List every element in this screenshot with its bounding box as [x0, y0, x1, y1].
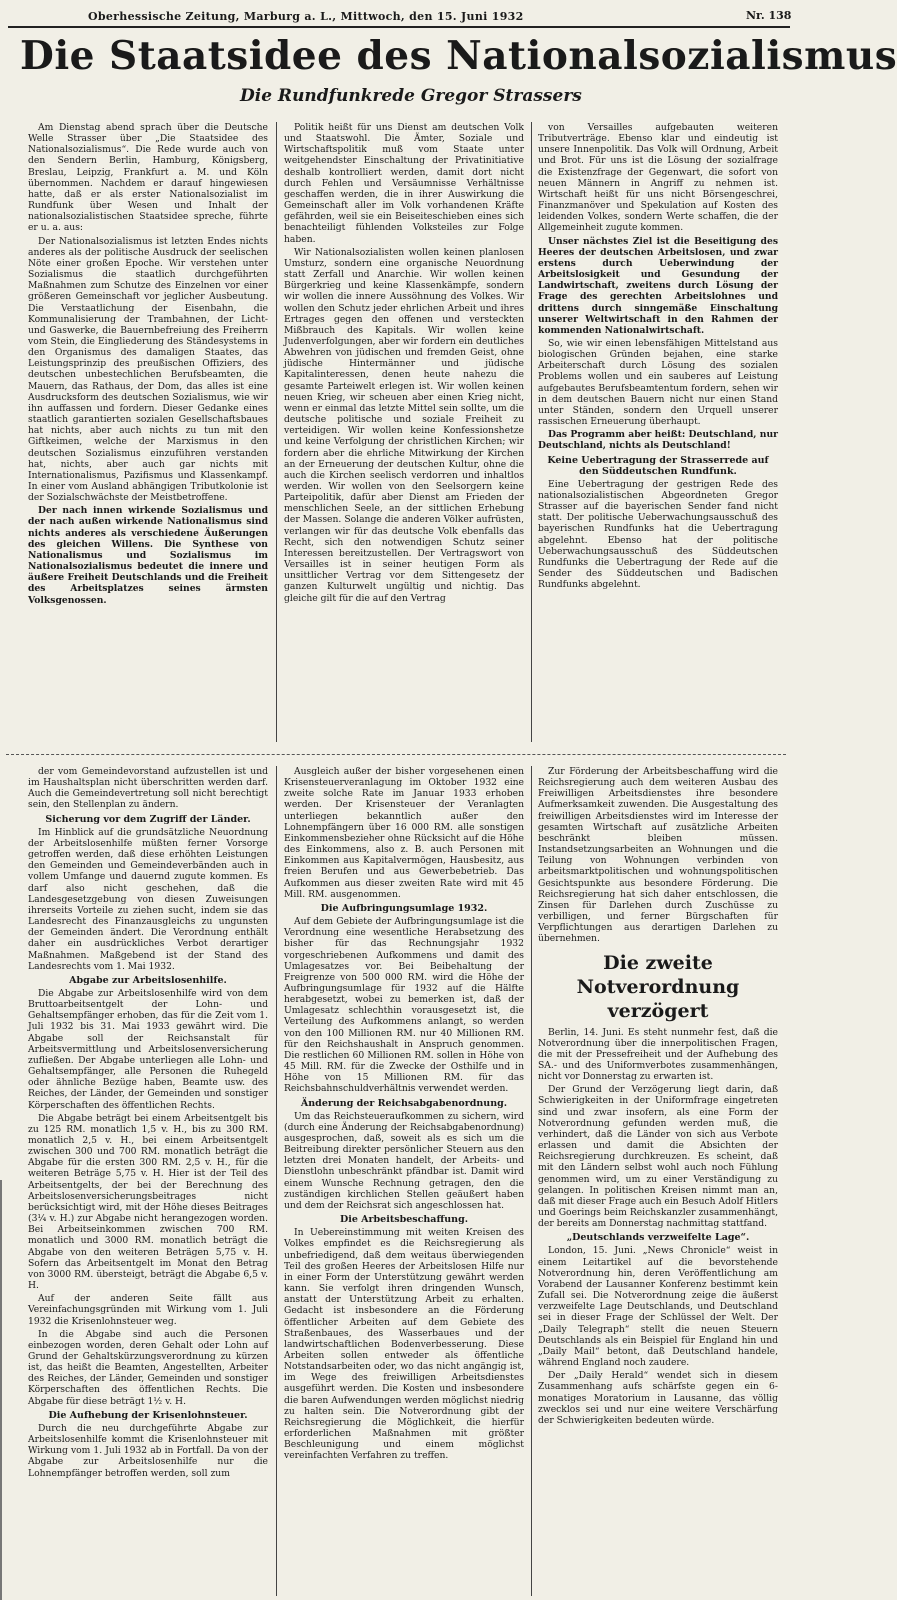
paragraph: Im Hinblick auf die grundsätzliche Neuordnung der Arbeitslosenhilfe müßten ferner Vorsorge getroffen werden, daß diese erhöhten Leistungen den Gemeinden und Gemeindeverbänden auch in vollem Umfange und dauernd zugute kommen. Es darf also nicht geschehen, daß die Landesgesetzgebung von diesen Zuweisungen ihrerseits Vorteile zu ziehen sucht, indem sie das Landesrecht des Finanzausgleichs zu ungunsten der Gemeinden ändert. Die Verordnung enthält daher ein ausdrückliches Verbot derartiger Maßnahmen. Maßgebend ist der Stand des Landesrechts vom 1. Mai 1932. — [28, 826, 268, 972]
paragraph: Politik heißt für uns Dienst am deutschen Volk und Staatswohl. Die Ämter, Soziale und Wirtschaftspolitik muß vom Staate unter weitgehendster Einschaltung der Privatinitiative deshalb kontrolliert werden, damit dort nicht durch Fehlen und Versäumnisse Verhältnisse geschaffen werden, die in ihrer Auswirkung die Gemeinschaft aller im Volk vorhandenen Kräfte gefährden, weil sie ein Beiseiteschieben eines sich benachteiligt fühlenden Volksteiles zur Folge haben. — [284, 122, 524, 245]
section-heading: Die Aufhebung der Krisenlohnsteuer. — [48, 1409, 248, 1421]
lower-column-1 — [28, 766, 268, 1596]
paragraph: In Uebereinstimmung mit weiten Kreisen des Volkes empfindet es die Reichsregierung als unbefriedigend, daß dem weitaus überwiegenden Teil des großen Heeres der Arbeitslosen Hilfe nur in einer Form der Unterstützung gewährt werden kann. Sie verfolgt ihren dringenden Wunsch, anstatt der Unterstützung Arbeit zu erhalten. Gedacht ist insbesondere an die Förderung öffentlicher Arbeiten auf dem Gebiete des Straßenbaues, des Wasserbaues und der landwirtschaftlichen Bodenverbesserung. Diese Arbeiten sollen entweder als öffentliche Notstandsarbeiten oder, wo das nicht angängig ist, im Wege des freiwilligen Arbeitsdienstes ausgeführt werden. Die Kosten und insbesondere die baren Aufwendungen werden möglichst niedrig zu halten sein. Die Notverordnung gibt der Reichsregierung die Möglichkeit, die hierfür erforderlichen Maßnahmen mit größter Beschleunigung und einem möglichst vereinfachten Verfahren zu treffen. — [284, 1227, 524, 1462]
article-subtitle: Die Rundfunkrede Gregor Strassers — [240, 86, 582, 106]
section-heading: Die Arbeitsbeschaffung. — [339, 1214, 469, 1226]
paragraph: Die Abgabe zur Arbeitslosenhilfe wird von dem Bruttoarbeitsentgelt der Lohn- und Gehaltsempfänger erhoben, das für die Zeit vom 1. Juli 1932 bis 31. Mai 1933 gewährt wird. Die Abgabe soll der Reichsanstalt für Arbeitsvermittlung und Arbeitslosenversicherung zufließen. Der Abgabe unterliegen alle Lohn- und Gehaltsempfänger, alle Personen die Ruhegeld oder ähnliche Bezüge haben, Beamte usw. des Reiches, der Länder, der Gemeinden und sonstiger Körperschaften des öffentlichen Rechts. — [28, 987, 268, 1111]
section-heading: „Deutschlands verzweifelte Lage“. — [566, 1232, 750, 1244]
paragraph: Der nach innen wirkende Sozialismus und der nach außen wirkende Nationalismus sind nichts anderes als verschiedene Äußerungen des gleichen Willens. Die Synthese von Nationalismus und Sozialismus im Nationalsozialismus bedeutet die innere und äußere Freiheit Deutschlands und die Freiheit des Arbeitsplatzes seines ärmsten Volksgenossen. — [28, 505, 268, 606]
paragraph: Durch die neu durchgeführte Abgabe zur Arbeitslosenhilfe kommt die Krisenlohnsteuer mit Wirkung vom 1. Juli 1932 ab in Fortfall. Da von der Abgabe zur Arbeitslosenhilfe nur die Lohnempfänger betroffen werden, soll zum — [28, 1422, 268, 1479]
headline-text: Die zweite Notverordnung verzögert — [576, 951, 740, 1022]
news-heading: Keine Uebertragung der Strasserrede auf den Süddeutschen Rundfunk. — [547, 454, 769, 477]
column-divider — [531, 766, 532, 1596]
article-column-3 — [538, 122, 778, 742]
lower-column-2 — [284, 766, 524, 1596]
paragraph: Auf der anderen Seite fällt aus Vereinfachungsgründen mit Wirkung vom 1. Juli 1932 die Krisenlohnsteuer weg. — [28, 1293, 268, 1327]
paragraph: London, 15. Juni. „News Chronicle“ weist in einem Leitartikel auf die bevorstehende Notverordnung hin, deren Veröffentlichung am Vorabend der Lausanner Konferenz bestimmt kein Zufall sei. Die Notverordnung zeige die äußerst verzweifelte Lage Deutschlands, und Deutschland sei in dieser Frage der Schlüssel der Welt. Der „Daily Telegraph“ stellt die neuen Steuern Deutschlands als ein Beispiel für England hin und „Daily Mail“ betont, daß Deutschland handele, während England noch zaudere. — [538, 1245, 778, 1369]
article-column-1 — [28, 122, 268, 742]
column-divider — [276, 766, 277, 1596]
paragraph: Zur Förderung der Arbeitsbeschaffung wird die Reichsregierung auch dem weiteren Ausbau des Freiwilligen Arbeitsdienstes ihre besondere Aufmerksamkeit zuwenden. Die Ausgestaltung des freiwilligen Arbeitsdienstes wird im Interesse der gesamten Wirtschaft auf zusätzliche Arbeiten beschränkt bleiben müssen. Instandsetzungsarbeiten an Wohnungen und die Teilung von Wohnungen verbinden von arbeitsmarktpolitischen und wohnungspolitischen Gesichtspunkte aus besondere Förderung. Die Reichsregierung hat sich daher entschlossen, die Zinsen für Darlehen durch Zuschüsse zu verbilligen, und ferner Bürgschaften für Verpflichtungen aus derartigen Darlehen zu übernehmen. — [538, 766, 778, 945]
lower-column-3 — [538, 766, 778, 1596]
paragraph: Das Programm aber heißt: Deutschland, nur Deutschland, nichts als Deutschland! — [538, 429, 778, 452]
paragraph: von Versailles aufgebauten weiteren Tributverträge. Ebenso klar und eindeutig ist unsere Innenpolitik. Das Volk will Ordnung, Arbeit und Brot. Für uns ist die Lösung der sozialfrage die Existenzfrage der Gegenwart, die sofort von neuen Männern in Angriff zu nehmen ist. Wirtschaft heißt für uns nicht Börsengeschrei, Finanzmanöver und Spekulation auf Kosten des leidenden Volkes, sondern Werte schaffen, die der Allgemeinheit zugute kommen. — [538, 122, 778, 234]
column-divider — [276, 122, 277, 742]
paragraph: Unser nächstes Ziel ist die Beseitigung des Heeres der deutschen Arbeitslosen, und zwar erstens durch Ueberwindung der Arbeitslosigkeit und Gesundung der Landwirtschaft, zweitens durch Lösung der Frage des gerechten Arbeitslohnes und drittens durch sinngemäße Einschaltung unserer Weltwirtschaft in den Rahmen der kommenden Nationalwirtschaft. — [538, 235, 778, 336]
section-separator — [6, 754, 786, 755]
page-number: Nr. 138 — [746, 9, 792, 22]
column-divider — [531, 122, 532, 742]
section-heading: Abgabe zur Arbeitslosenhilfe. — [69, 974, 227, 986]
article-column-2 — [284, 122, 524, 742]
paragraph: Um das Reichsteueraufkommen zu sichern, wird (durch eine Änderung der Reichsabgabenordnung) ausgesprochen, daß, soweit als es sich um die Beitreibung direkter persönlicher Steuern aus den letzten drei Monaten handelt, der Arbeits- und Dienstlohn unbeschränkt pfändbar ist. Damit wird einem Wunsche Rechnung getragen, den die zuständigen kirchlichen Stellen geäußert haben und dem der Reichsrat sich angeschlossen hat. — [284, 1110, 524, 1211]
paragraph: Wir Nationalsozialisten wollen keinen planlosen Umsturz, sondern eine organische Neuordnung statt Zerfall und Anarchie. Wir wollen keinen Bürgerkrieg und keine Klassenkämpfe, sondern wir wollen die innere Aussöhnung des Volkes. Wir wollen den Schutz jeder ehrlichen Arbeit und ihres Ertrages gegen den offenen und versteckten Mißbrauch des Kapitals. Wir wollen keine Judenverfolgungen, aber wir fordern ein deutliches Abwehren von jüdischen und fremden Geist, ohne jüdische Hintermänner und jüdische Kapitalinteressen, denen heute nahezu die gesamte Parteiwelt erlegen ist. Wir wollen keinen neuen Krieg, wir scheuen aber einen Krieg nicht, wenn er einmal das letzte Mittel sein sollte, um die deutsche politische und soziale Freiheit zu verteidigen. Wir wollen keine Konfessionshetze und keine Verfolgung der christlichen Kirchen; wir fordern aber die ehrliche Mitwirkung der Kirchen an der Erneuerung der deutschen Kultur, ohne die auch die Kirchen seelisch verdorren und inhaltlos werden. Wir wollen von den Seelsorgern keine Parteipolitik, dafür aber Dienst am Frieden der menschlichen Seele, an der sittlichen Erhebung der Massen. Solange die anderen Völker aufrüsten, verlangen wir für das deutsche Volk ebenfalls das Recht, sich den notwendigen Schutz seiner Interessen bereitzustellen. Der Vertragswort von Versailles ist in seiner heutigen Form als unsittlicher Vertrag vor dem Sittengesetz der ganzen Kulturwelt ungültig und nichtig. Das gleiche gilt für die auf den Vertrag — [284, 246, 524, 604]
scan-edge-mark — [0, 1180, 7, 1600]
section-heading: Sicherung vor dem Zugriff der Länder. — [45, 813, 251, 825]
section-heading: Die Aufbringungsumlage 1932. — [320, 902, 488, 914]
newspaper-header: Oberhessische Zeitung, Marburg a. L., Mittwoch, den 15. Juni 1932 — [88, 10, 524, 23]
paragraph: Ausgleich außer der bisher vorgesehenen einen Krisensteuerveranlagung im Oktober 1932 eine zweite solche Rate im Januar 1933 erhoben werden. Der Krisensteuer der Veranlagten unterliegen bekanntlich außer den Lohnempfängern über 16 000 RM. alle sonstigen Einkommensbezieher ohne Rücksicht auf die Höhe des Einkommens, also z. B. auch Personen mit Einkommen aus Kapitalvermögen, Hausbesitz, aus freien Berufen und aus Gewerbebetrieb. Das Aufkommen aus dieser zweiten Rate wird mit 45 Mill. RM. ausgenommen. — [284, 766, 524, 900]
paragraph: In die Abgabe sind auch die Personen einbezogen worden, deren Gehalt oder Lohn auf Grund der Gehaltskürzungsverordnung zu kürzen ist, das heißt die Beamten, Angestellten, Arbeiter des Reiches, der Länder, Gemeinden und sonstiger Körperschaften des öffentlichen Rechts. Die Abgabe für diese beträgt 1½ v. H. — [28, 1328, 268, 1407]
paragraph: Der Nationalsozialismus ist letzten Endes nichts anderes als der politische Ausdruck der seelischen Nöte einer großen Epoche. Wir verstehen unter Sozialismus die staatlich durchgeführten Maßnahmen zum Schutze des Einzelnen vor einer größeren Gemeinschaft vor jeglicher Ausbeutung. Die Verstaatlichung der Eisenbahn, die Kommunalisierung der Trambahnen, der Licht- und Gaswerke, die Bauernbefreiung des Freiherrn vom Stein, die Eingliederung des Ständesystems in den Organismus des damaligen Staates, das Leistungsprinzip des preußischen Offiziers, des deutschen unbestechlichen Berufsbeamten, die Mauern, das Rathaus, der Dom, das alles ist eine Ausdrucksform des deutschen Sozialismus, wie wir ihn auffassen und fordern. Dieser Gedanke eines staatlich garantierten sozialen Gesellschaftsbaues hat nichts, aber auch nichts zu tun mit den Giftkeimen, welche der Marxismus in den deutschen Sozialismus einzuführen verstanden hat, nichts, aber auch gar nichts mit Internationalismus, Pazifismus und Klassenkampf. In einer vom Ausland abhängigen Tributkolonie ist der Sozialschwächste der Meistbetroffene. — [28, 235, 268, 504]
section-heading: Änderung der Reichsabgabenordnung. — [300, 1097, 508, 1109]
paragraph: Die Abgabe beträgt bei einem Arbeitsentgelt bis zu 125 RM. monatlich 1,5 v. H., bis zu 300 RM. monatlich 2,5 v. H., bei einem Arbeitsentgelt zwischen 300 und 700 RM. monatlich beträgt die Abgabe für die ersten 300 RM. 2,5 v. H., für die weiteren Beträge 5,75 v. H. Hier ist der Teil des Arbeitsentgelts, der bei der Berechnung des Arbeitslosenversicherungsbeitrages nicht berücksichtigt wird, mit der Höhe dieses Beitrages (3¼ v. H.) zur Abgabe nicht herangezogen worden. Bei Arbeitseinkommen zwischen 700 RM. monatlich und 3000 RM. monatlich beträgt die Abgabe von den weiteren Beträgen 5,75 v. H. Sofern das Arbeitsentgelt im Monat den Betrag von 3000 RM. übersteigt, beträgt die Abgabe 6,5 v. H. — [28, 1112, 268, 1292]
header-rule — [8, 26, 790, 28]
paragraph: Auf dem Gebiete der Aufbringungsumlage ist die Verordnung eine wesentliche Herabsetzung des bisher für das Rechnungsjahr 1932 vorgeschriebenen Aufkommens und damit des Umlagesatzes vor. Bei Beibehaltung der Freigrenze von 500 000 RM. wird die Höhe der Aufbringungsumlage für 1932 auf die Hälfte herabgesetzt, wobei zu bemerken ist, daß der Umlagesatz schlechthin vorausgesetzt ist, die Verteilung des Aufkommens anlangt, so werden von den 100 Millionen RM. nur 40 Millionen RM. für den Reichshaushalt in Anspruch genommen. Die restlichen 60 Millionen RM. sollen in Höhe von 45 Mill. RM. für die Zwecke der Osthilfe und in Höhe von 15 Millionen RM. für das Reichsbahnschuldverhältnis verwendet werden. — [284, 916, 524, 1095]
paragraph: Berlin, 14. Juni. Es steht nunmehr fest, daß die Notverordnung über die innerpolitischen Fragen, die mit der Pressefreiheit und der Aufhebung des SA.- und des Uniformverbotes zusammenhängen, nicht vor Donnerstag zu erwarten ist. — [538, 1026, 778, 1083]
news-headline — [538, 951, 778, 1023]
paragraph: Der „Daily Herald“ wendet sich in diesem Zusammenhang aufs schärfste gegen ein 6-monatiges Moratorium in Lausanne, das völlig zwecklos sei und nur eine weitere Verschärfung der Schwierigkeiten bedeuten würde. — [538, 1370, 778, 1426]
paragraph: der vom Gemeindevorstand aufzustellen ist und im Haushaltsplan nicht überschritten werden darf. Auch die Gemeindevertretung soll nicht berechtigt sein, den Stellenplan zu ändern. — [28, 766, 268, 811]
paragraph: So, wie wir einen lebensfähigen Mittelstand aus biologischen Gründen bejahen, eine starke Arbeiterschaft durch Lösung des sozialen Problems wollen und ein sauberes auf Leistung aufgebautes Berufsbeamtentum fordern, sehen wir in dem deutschen Bauern nicht nur einen Stand unter Ständen, sondern den Urquell unserer rassischen Erneuerung überhaupt. — [538, 337, 778, 428]
paragraph: Eine Uebertragung der gestrigen Rede des nationalsozialistischen Abgeordneten Gregor Strasser auf die bayerischen Sender fand nicht statt. Der politische Ueberwachungsausschuß des bayerischen Rundfunks hat die Uebertragung abgelehnt. Ebenso hat der politische Ueberwachungsausschuß des Süddeutschen Rundfunks die Uebertragung der Rede auf die Sender des Süddeutschen und Badischen Rundfunks abgelehnt. — [538, 478, 778, 591]
paragraph: Am Dienstag abend sprach über die Deutsche Welle Strasser über „Die Staatsidee des Nationalsozialismus“. Die Rede wurde auch von den Sendern Berlin, Hamburg, Königsberg, Breslau, Leipzig, Frankfurt a. M. und Köln übernommen. Nachdem er darauf hingewiesen hatte, daß er als erster Nationalsozialist im Rundfunk über Wesen und Inhalt der nationalsozialistischen Staatsidee spreche, führte er u. a. aus: — [28, 122, 268, 234]
article-title: Die Staatsidee des Nationalsozialismus — [20, 33, 897, 79]
paragraph: Der Grund der Verzögerung liegt darin, daß Schwierigkeiten in der Uniformfrage eingetreten sind und zwar insofern, als eine Form der Notverordnung gefunden werden muß, die verhindert, daß die Länder von sich aus Verbote erlassen und damit die Absichten der Reichsregierung durchkreuzen. Es scheint, daß mit den Ländern selbst wohl auch noch Fühlung genommen wird, um zu einer Verständigung zu gelangen. In politischen Kreisen nimmt man an, daß mit dieser Frage auch ein Besuch Adolf Hitlers und Goerings beim Reichskanzler zusammenhängt, der bereits am Donnerstag nachmittag stattfand. — [538, 1084, 778, 1230]
